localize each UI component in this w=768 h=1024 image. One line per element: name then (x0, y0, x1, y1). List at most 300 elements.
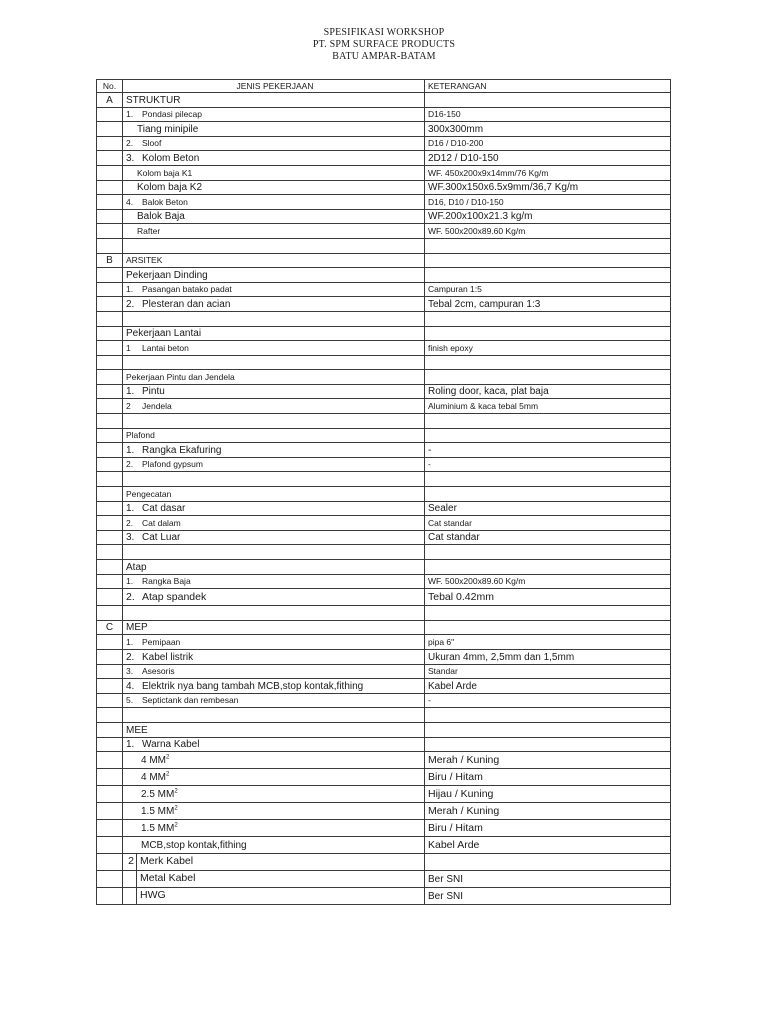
row-job-label: Tiang minipile (137, 123, 199, 135)
column-header-keterangan: KETERANGAN (425, 80, 671, 93)
row-info-cell: D16, D10 / D10-150 (425, 195, 671, 210)
row-item-number: 1. (126, 444, 135, 456)
row-job-cell (123, 574, 425, 589)
row-job-label: Warna Kabel (142, 739, 200, 751)
table-row (97, 635, 671, 650)
row-item-number: 1. (126, 109, 134, 120)
row-job-cell (123, 151, 425, 166)
row-job-label: Jendela (142, 401, 172, 412)
table-row (97, 679, 671, 694)
row-job-cell (123, 560, 425, 575)
row-job-label: Cat dalam (142, 517, 181, 528)
cable-size-label: 2.5 MM (141, 789, 175, 801)
title-line-2: PT. SPM SURFACE PRODUCTS (312, 39, 456, 50)
row-job-cell (123, 341, 425, 356)
merk-job-cell (123, 854, 425, 871)
row-section-number (97, 122, 123, 137)
table-row (97, 311, 671, 326)
row-job-cell (123, 384, 425, 399)
row-info-cell (425, 487, 671, 502)
cable-size-label: 4 MM (141, 755, 166, 767)
row-section-number (97, 195, 123, 210)
row-section-number (97, 820, 123, 837)
table-row (97, 180, 671, 195)
row-section-number (97, 708, 123, 723)
table-row (97, 737, 671, 752)
row-section-number (97, 722, 123, 737)
merk-info-cell (425, 854, 671, 871)
row-job-label: Pintu (142, 386, 165, 398)
row-job-cell (123, 282, 425, 297)
row-job-label: Kolom baja K1 (137, 167, 193, 178)
table-row (97, 472, 671, 487)
table-row (97, 282, 671, 297)
row-section-number (97, 837, 123, 854)
row-item-number: 2. (126, 651, 135, 663)
cable-row (97, 820, 671, 837)
row-item-number: 2. (126, 591, 135, 604)
row-job-label: Elektrik nya bang tambah MCB,stop kontak,fithing (142, 680, 364, 692)
row-section-number (97, 664, 123, 679)
row-section-number (97, 151, 123, 166)
table-row (97, 574, 671, 589)
row-info-cell (425, 253, 671, 268)
table-row (97, 428, 671, 443)
row-info-cell: D16-150 (425, 107, 671, 122)
row-info-cell: WF. 500x200x89.60 Kg/m (425, 224, 671, 239)
row-info-cell (425, 370, 671, 385)
row-section-number (97, 888, 123, 905)
row-section-number (97, 472, 123, 487)
cable-size-cell (123, 820, 425, 837)
row-info-cell (425, 708, 671, 723)
table-row (97, 238, 671, 253)
row-job-label: Rangka Baja (142, 576, 191, 587)
title-line-3: BATU AMPAR-BATAM (332, 51, 436, 62)
row-info-cell: WF. 500x200x89.60 Kg/m (425, 574, 671, 589)
row-info-cell (425, 268, 671, 283)
cable-color-cell: Merah / Kuning (425, 752, 671, 769)
row-info-cell: Aluminium & kaca tebal 5mm (425, 399, 671, 414)
column-header-jenis-pekerjaan: JENIS PEKERJAAN (123, 80, 425, 93)
table-row (97, 195, 671, 210)
row-info-cell: 300x300mm (425, 122, 671, 137)
row-job-cell (123, 737, 425, 752)
row-section-number (97, 370, 123, 385)
cable-size-cell (123, 803, 425, 820)
row-section-number (97, 786, 123, 803)
row-job-label: Kolom Beton (142, 152, 200, 164)
table-row (97, 606, 671, 621)
row-section-number (97, 737, 123, 752)
row-section-number (97, 649, 123, 664)
row-info-cell: WF.200x100x21.3 kg/m (425, 209, 671, 224)
row-section-number (97, 545, 123, 560)
row-job-cell (123, 606, 425, 621)
row-job-label: Sloof (142, 138, 162, 149)
cable-row (97, 786, 671, 803)
row-job-cell (123, 708, 425, 723)
row-info-cell (425, 326, 671, 341)
row-item-number: 2. (126, 138, 134, 149)
row-section-number (97, 487, 123, 502)
merk-cell-wrap (123, 871, 424, 887)
row-job-cell (123, 722, 425, 737)
cable-size-superscript: 2 (174, 788, 178, 795)
table-row (97, 165, 671, 180)
table-row (97, 649, 671, 664)
row-info-cell (425, 560, 671, 575)
row-info-cell: Roling door, kaca, plat baja (425, 384, 671, 399)
merk-cell-wrap (123, 888, 424, 904)
row-job-label: Kabel listrik (142, 651, 194, 663)
row-job-cell (123, 487, 425, 502)
row-item-number: 3. (126, 152, 135, 164)
row-job-cell (123, 693, 425, 708)
row-job-cell (123, 620, 425, 635)
cable-color-cell: Merah / Kuning (425, 803, 671, 820)
row-info-cell (425, 545, 671, 560)
row-item-number: 1. (126, 576, 134, 587)
table-row (97, 516, 671, 531)
row-job-label: Pasangan batako padat (142, 284, 232, 295)
row-info-cell: finish epoxy (425, 341, 671, 356)
row-job-cell (123, 136, 425, 151)
row-section-number (97, 399, 123, 414)
table-row (97, 341, 671, 356)
row-info-cell: - (425, 443, 671, 458)
merk-info-cell: Ber SNI (425, 871, 671, 888)
row-item-number: 3. (126, 666, 134, 677)
table-row (97, 355, 671, 370)
cable-row (97, 803, 671, 820)
table-row (97, 224, 671, 239)
row-info-cell: Campuran 1:5 (425, 282, 671, 297)
row-section-number (97, 238, 123, 253)
merk-job-label: HWG (140, 889, 166, 902)
row-job-cell (123, 122, 425, 137)
row-job-cell (123, 238, 425, 253)
cable-size-label: 1.5 MM (141, 806, 175, 818)
table-row (97, 664, 671, 679)
cable-size-cell (123, 837, 425, 854)
row-section-number: A (97, 93, 123, 108)
row-job-label: Pekerjaan Dinding (126, 269, 208, 281)
row-info-cell (425, 428, 671, 443)
cable-size-label: 4 MM (141, 772, 166, 784)
row-info-cell: WF.300x150x6.5x9mm/36,7 Kg/m (425, 180, 671, 195)
row-section-number (97, 769, 123, 786)
table-row (97, 414, 671, 429)
row-item-number: 3. (126, 532, 135, 544)
row-job-label: Rangka Ekafuring (142, 444, 222, 456)
cable-size-cell (123, 752, 425, 769)
row-job-label: Asesoris (142, 666, 175, 677)
row-job-cell (123, 399, 425, 414)
row-info-cell (425, 238, 671, 253)
merk-item-number: 2 (123, 854, 137, 870)
row-section-number (97, 752, 123, 769)
row-job-cell (123, 501, 425, 516)
row-item-number: 1. (126, 386, 135, 398)
row-info-cell: Standar (425, 664, 671, 679)
row-info-cell (425, 737, 671, 752)
row-job-cell (123, 635, 425, 650)
row-job-cell (123, 414, 425, 429)
row-info-cell: pipa 6" (425, 635, 671, 650)
merk-item-number (123, 871, 137, 887)
table-row (97, 620, 671, 635)
document-header (0, 27, 768, 63)
row-info-cell: Tebal 2cm, campuran 1:3 (425, 297, 671, 312)
row-section-number (97, 501, 123, 516)
row-section-number (97, 107, 123, 122)
row-info-cell: 2D12 / D10-150 (425, 151, 671, 166)
cable-row (97, 769, 671, 786)
row-section-number (97, 589, 123, 606)
row-section-number (97, 165, 123, 180)
row-section-number (97, 635, 123, 650)
cable-size-cell (123, 769, 425, 786)
row-info-cell: Cat standar (425, 530, 671, 545)
row-job-cell (123, 457, 425, 472)
row-item-number: 1. (126, 636, 134, 647)
row-info-cell: WF. 450x200x9x14mm/76 Kg/m (425, 165, 671, 180)
row-item-number: 4. (126, 680, 135, 692)
cable-size-superscript: 2 (174, 822, 178, 829)
row-info-cell: Tebal 0.42mm (425, 589, 671, 606)
row-job-label: ARSITEK (126, 255, 163, 266)
row-job-cell (123, 443, 425, 458)
row-section-number (97, 355, 123, 370)
cable-size-label: MCB,stop kontak,fithing (141, 840, 247, 852)
row-job-cell (123, 268, 425, 283)
row-section-number (97, 224, 123, 239)
table-row (97, 151, 671, 166)
row-info-cell: D16 / D10-200 (425, 136, 671, 151)
row-job-cell (123, 530, 425, 545)
table-row (97, 589, 671, 606)
row-info-cell (425, 311, 671, 326)
row-job-cell (123, 107, 425, 122)
row-section-number (97, 209, 123, 224)
merk-item-number (123, 888, 137, 904)
merk-job-label: Merk Kabel (140, 855, 194, 868)
row-section-number (97, 693, 123, 708)
table-row (97, 384, 671, 399)
table-row (97, 136, 671, 151)
row-info-cell: - (425, 693, 671, 708)
row-job-label: Atap spandek (142, 591, 207, 604)
row-info-cell (425, 355, 671, 370)
row-section-number (97, 516, 123, 531)
row-section-number (97, 341, 123, 356)
table-row (97, 370, 671, 385)
row-section-number (97, 530, 123, 545)
row-section-number (97, 574, 123, 589)
cable-row (97, 837, 671, 854)
specification-table (96, 79, 671, 905)
cable-color-cell: Kabel Arde (425, 837, 671, 854)
cable-size-superscript: 2 (166, 754, 170, 761)
row-info-cell (425, 93, 671, 108)
row-section-number (97, 428, 123, 443)
row-item-number: 1. (126, 284, 134, 295)
row-info-cell (425, 414, 671, 429)
row-item-number: 2. (126, 517, 134, 528)
row-info-cell (425, 472, 671, 487)
table-row (97, 457, 671, 472)
row-section-number (97, 606, 123, 621)
row-job-cell (123, 664, 425, 679)
row-job-label: Lantai beton (142, 342, 189, 353)
row-section-number (97, 282, 123, 297)
row-section-number (97, 326, 123, 341)
row-section-number (97, 180, 123, 195)
merk-job-label: Metal Kabel (140, 872, 196, 885)
row-job-label: Plafond (126, 430, 155, 441)
table-row (97, 708, 671, 723)
row-job-cell (123, 195, 425, 210)
row-info-cell: Ukuran 4mm, 2,5mm dan 1,5mm (425, 649, 671, 664)
row-info-cell (425, 606, 671, 621)
row-info-cell (425, 722, 671, 737)
cable-size-label: 1.5 MM (141, 823, 175, 835)
row-job-label: Pengecatan (126, 488, 172, 499)
row-job-cell (123, 516, 425, 531)
row-job-label: Atap (126, 561, 147, 573)
table-row (97, 443, 671, 458)
row-item-number: 5. (126, 695, 134, 706)
table-row (97, 487, 671, 502)
merk-cell-wrap (123, 854, 424, 870)
row-section-number (97, 136, 123, 151)
row-item-number: 1 (126, 342, 131, 353)
row-job-label: Pekerjaan Lantai (126, 328, 202, 340)
row-job-label: Plafond gypsum (142, 459, 203, 470)
row-info-cell: - (425, 457, 671, 472)
row-job-cell (123, 326, 425, 341)
row-item-number: 2 (126, 401, 131, 412)
merk-info-cell: Ber SNI (425, 888, 671, 905)
row-info-cell (425, 620, 671, 635)
row-job-cell (123, 589, 425, 606)
row-job-label: Balok Baja (137, 211, 185, 223)
row-job-cell (123, 370, 425, 385)
cable-color-cell: Hijau / Kuning (425, 786, 671, 803)
row-section-number (97, 443, 123, 458)
table-header-row (97, 80, 671, 93)
merk-row (97, 854, 671, 871)
row-section-number (97, 854, 123, 871)
row-section-number (97, 311, 123, 326)
row-job-label: MEP (126, 622, 148, 634)
row-section-number (97, 297, 123, 312)
row-job-cell (123, 649, 425, 664)
row-job-cell (123, 297, 425, 312)
row-section-number (97, 679, 123, 694)
table-row (97, 268, 671, 283)
cable-color-cell: Biru / Hitam (425, 769, 671, 786)
row-item-number: 4. (126, 196, 134, 207)
table-row (97, 209, 671, 224)
column-header-no: No. (97, 80, 123, 93)
row-job-label: Balok Beton (142, 196, 188, 207)
row-job-cell (123, 165, 425, 180)
row-section-number (97, 384, 123, 399)
row-job-label: Kolom baja K2 (137, 182, 203, 194)
row-item-number: 1. (126, 503, 135, 515)
cable-size-cell (123, 786, 425, 803)
table-row (97, 122, 671, 137)
row-info-cell: Sealer (425, 501, 671, 516)
row-job-label: STRUKTUR (126, 94, 181, 106)
row-section-number (97, 457, 123, 472)
row-job-cell (123, 355, 425, 370)
merk-job-cell (123, 888, 425, 905)
row-job-label: Pekerjaan Pintu dan Jendela (126, 371, 235, 382)
row-job-cell (123, 209, 425, 224)
table-row (97, 399, 671, 414)
row-info-cell: Kabel Arde (425, 679, 671, 694)
row-section-number: C (97, 620, 123, 635)
table-row (97, 297, 671, 312)
cable-size-superscript: 2 (174, 805, 178, 812)
row-item-number: 2. (126, 459, 134, 470)
table-row (97, 545, 671, 560)
table-row (97, 107, 671, 122)
table-row (97, 326, 671, 341)
row-job-cell (123, 224, 425, 239)
row-job-cell (123, 428, 425, 443)
cable-size-superscript: 2 (166, 771, 170, 778)
row-item-number: 1. (126, 739, 135, 751)
row-job-label: Cat dasar (142, 503, 186, 515)
row-job-cell (123, 253, 425, 268)
row-section-number (97, 871, 123, 888)
row-job-label: Cat Luar (142, 532, 181, 544)
row-job-cell (123, 180, 425, 195)
row-job-label: Rafter (137, 225, 161, 236)
row-item-number: 2. (126, 298, 135, 310)
table-row (97, 722, 671, 737)
row-section-number (97, 560, 123, 575)
row-job-cell (123, 679, 425, 694)
row-job-label: MEE (126, 724, 148, 736)
row-job-label: Pondasi pilecap (142, 109, 203, 120)
cable-color-cell: Biru / Hitam (425, 820, 671, 837)
table-row (97, 530, 671, 545)
row-section-number (97, 414, 123, 429)
merk-job-cell (123, 871, 425, 888)
merk-row (97, 871, 671, 888)
row-section-number (97, 803, 123, 820)
row-job-label: Plesteran dan acian (142, 298, 231, 310)
table-row (97, 693, 671, 708)
table-row (97, 501, 671, 516)
row-job-label: Septictank dan rembesan (142, 695, 239, 706)
row-job-cell (123, 93, 425, 108)
row-job-cell (123, 311, 425, 326)
row-job-cell (123, 472, 425, 487)
row-section-number (97, 268, 123, 283)
row-job-label: Pemipaan (142, 636, 181, 647)
title-line-1: SPESIFIKASI WORKSHOP (323, 27, 445, 38)
table-row (97, 93, 671, 108)
row-job-cell (123, 545, 425, 560)
merk-row (97, 888, 671, 905)
table-row (97, 253, 671, 268)
